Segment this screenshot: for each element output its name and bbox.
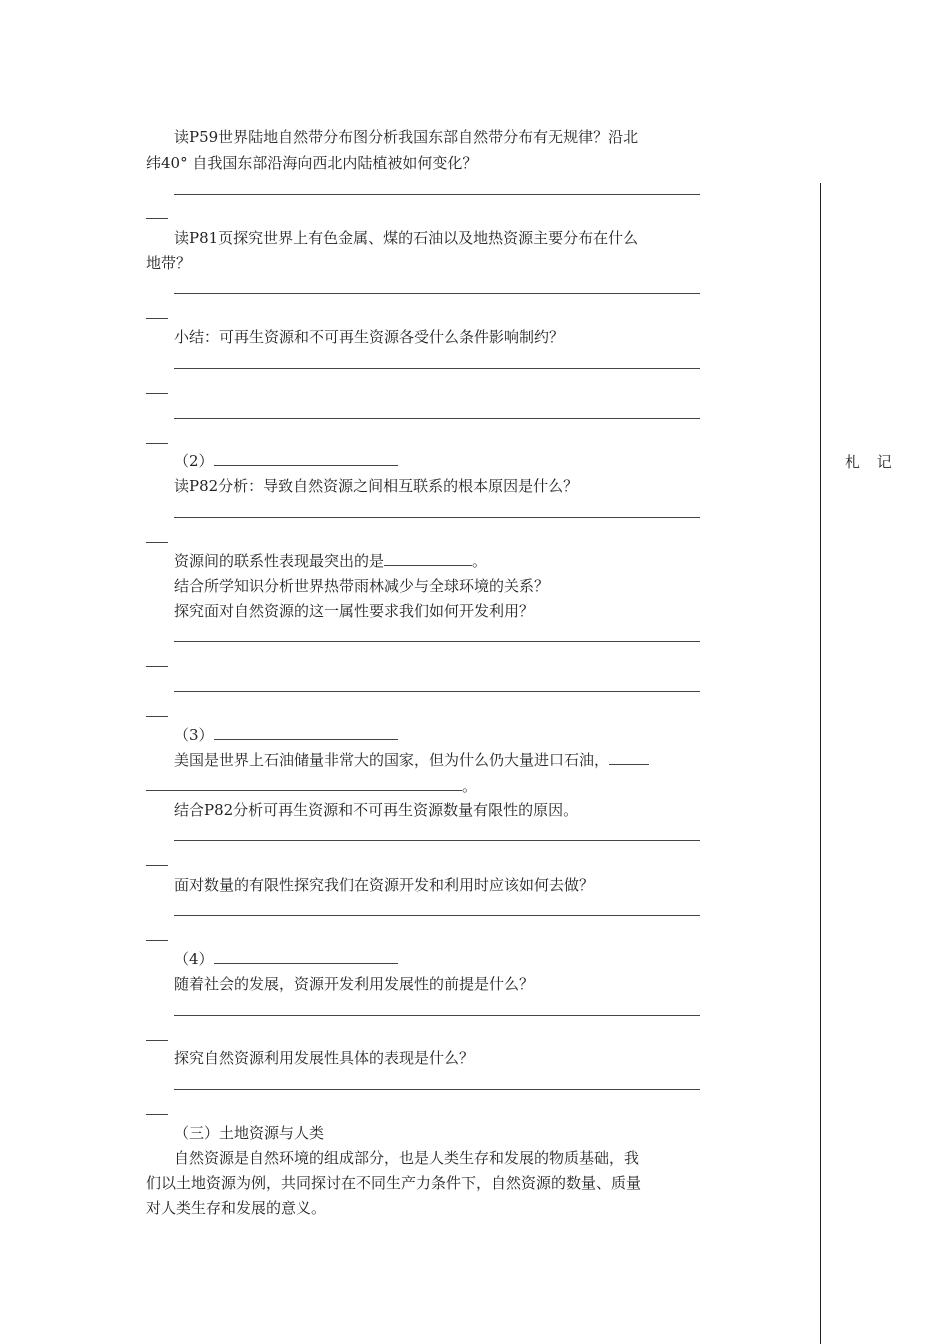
summary-question: 小结：可再生资源和不可再生资源各受什么条件影响制约？ (174, 328, 565, 346)
section-2-title-blank[interactable] (214, 451, 398, 466)
part-3-paragraph-line-1: 自然资源是自然环境的组成部分，也是人类生存和发展的物质基础，我 (174, 1149, 640, 1167)
fill-end: 。 (462, 777, 478, 795)
answer-line-stub (146, 865, 168, 866)
section-2-fill-sentence (174, 551, 487, 571)
section-3-question-1-text: 美国是世界上石油储量非常大的国家，但为什么仍大量进口石油， (174, 751, 610, 769)
section-3-question-1 (174, 750, 649, 770)
section-3-title-blank[interactable] (214, 725, 398, 740)
answer-line[interactable] (174, 418, 700, 419)
fill-blank[interactable] (146, 776, 462, 791)
section-4-heading (174, 949, 398, 969)
answer-line[interactable] (174, 293, 700, 294)
answer-line-stub (146, 443, 168, 444)
section-2-heading (174, 451, 398, 471)
section-3-question-1-cont (146, 776, 477, 796)
answer-line[interactable] (174, 194, 700, 195)
answer-line-stub (146, 1040, 168, 1041)
section-4-number: （4） (174, 950, 214, 968)
answer-line[interactable] (174, 1089, 700, 1090)
answer-line[interactable] (174, 840, 700, 841)
section-2-number: （2） (174, 452, 214, 470)
fill-text: 资源间的联系性表现最突出的是 (174, 552, 385, 570)
answer-line-stub (146, 666, 168, 667)
section-4-title-blank[interactable] (214, 949, 398, 964)
answer-line[interactable] (174, 691, 700, 692)
answer-line-stub (146, 318, 168, 319)
section-2-question-2: 结合所学知识分析世界热带雨林减少与全球环境的关系？ (174, 577, 550, 595)
part-3-paragraph-line-2: 们以土地资源为例，共同探讨在不同生产力条件下，自然资源的数量、质量 (146, 1174, 642, 1192)
answer-line-stub (146, 940, 168, 941)
section-3-number: （3） (174, 726, 214, 744)
section-2-question-3: 探究面对自然资源的这一属性要求我们如何开发利用？ (174, 602, 535, 620)
fill-blank[interactable] (609, 750, 649, 765)
section-2-question-1: 读P82分析：导致自然资源之间相互联系的根本原因是什么？ (174, 477, 579, 495)
answer-line[interactable] (174, 368, 700, 369)
notes-column-label: 札 记 (845, 453, 898, 471)
section-3-question-2: 结合P82分析可再生资源和不可再生资源数量有限性的原因。 (174, 801, 579, 819)
question-1-line-1: 读P59世界陆地自然带分布图分析我国东部自然带分布有无规律？沿北 (174, 128, 639, 146)
answer-line-stub (146, 218, 168, 219)
fill-end: 。 (472, 552, 488, 570)
answer-line[interactable] (174, 517, 700, 518)
answer-line[interactable] (174, 1015, 700, 1016)
part-3-paragraph-line-3: 对人类生存和发展的意义。 (146, 1199, 327, 1217)
question-2-line-2: 地带？ (146, 254, 192, 272)
question-1-line-2: 纬40° 自我国东部沿海向西北内陆植被如何变化？ (146, 154, 478, 172)
answer-line[interactable] (174, 641, 700, 642)
answer-line-stub (146, 716, 168, 717)
part-3-heading: （三）土地资源与人类 (174, 1124, 325, 1142)
answer-line-stub (146, 1114, 168, 1115)
section-3-question-3: 面对数量的有限性探究我们在资源开发和利用时应该如何去做？ (174, 876, 595, 894)
notes-column-divider (820, 183, 821, 1344)
section-4-question-1: 随着社会的发展，资源开发利用发展性的前提是什么？ (174, 975, 535, 993)
fill-blank[interactable] (384, 551, 472, 566)
section-3-heading (174, 725, 398, 745)
section-4-question-2: 探究自然资源利用发展性具体的表现是什么？ (174, 1049, 475, 1067)
question-2-line-1: 读P81页探究世界上有色金属、煤的石油以及地热资源主要分布在什么 (174, 229, 639, 247)
answer-line-stub (146, 393, 168, 394)
answer-line[interactable] (174, 915, 700, 916)
answer-line-stub (146, 542, 168, 543)
